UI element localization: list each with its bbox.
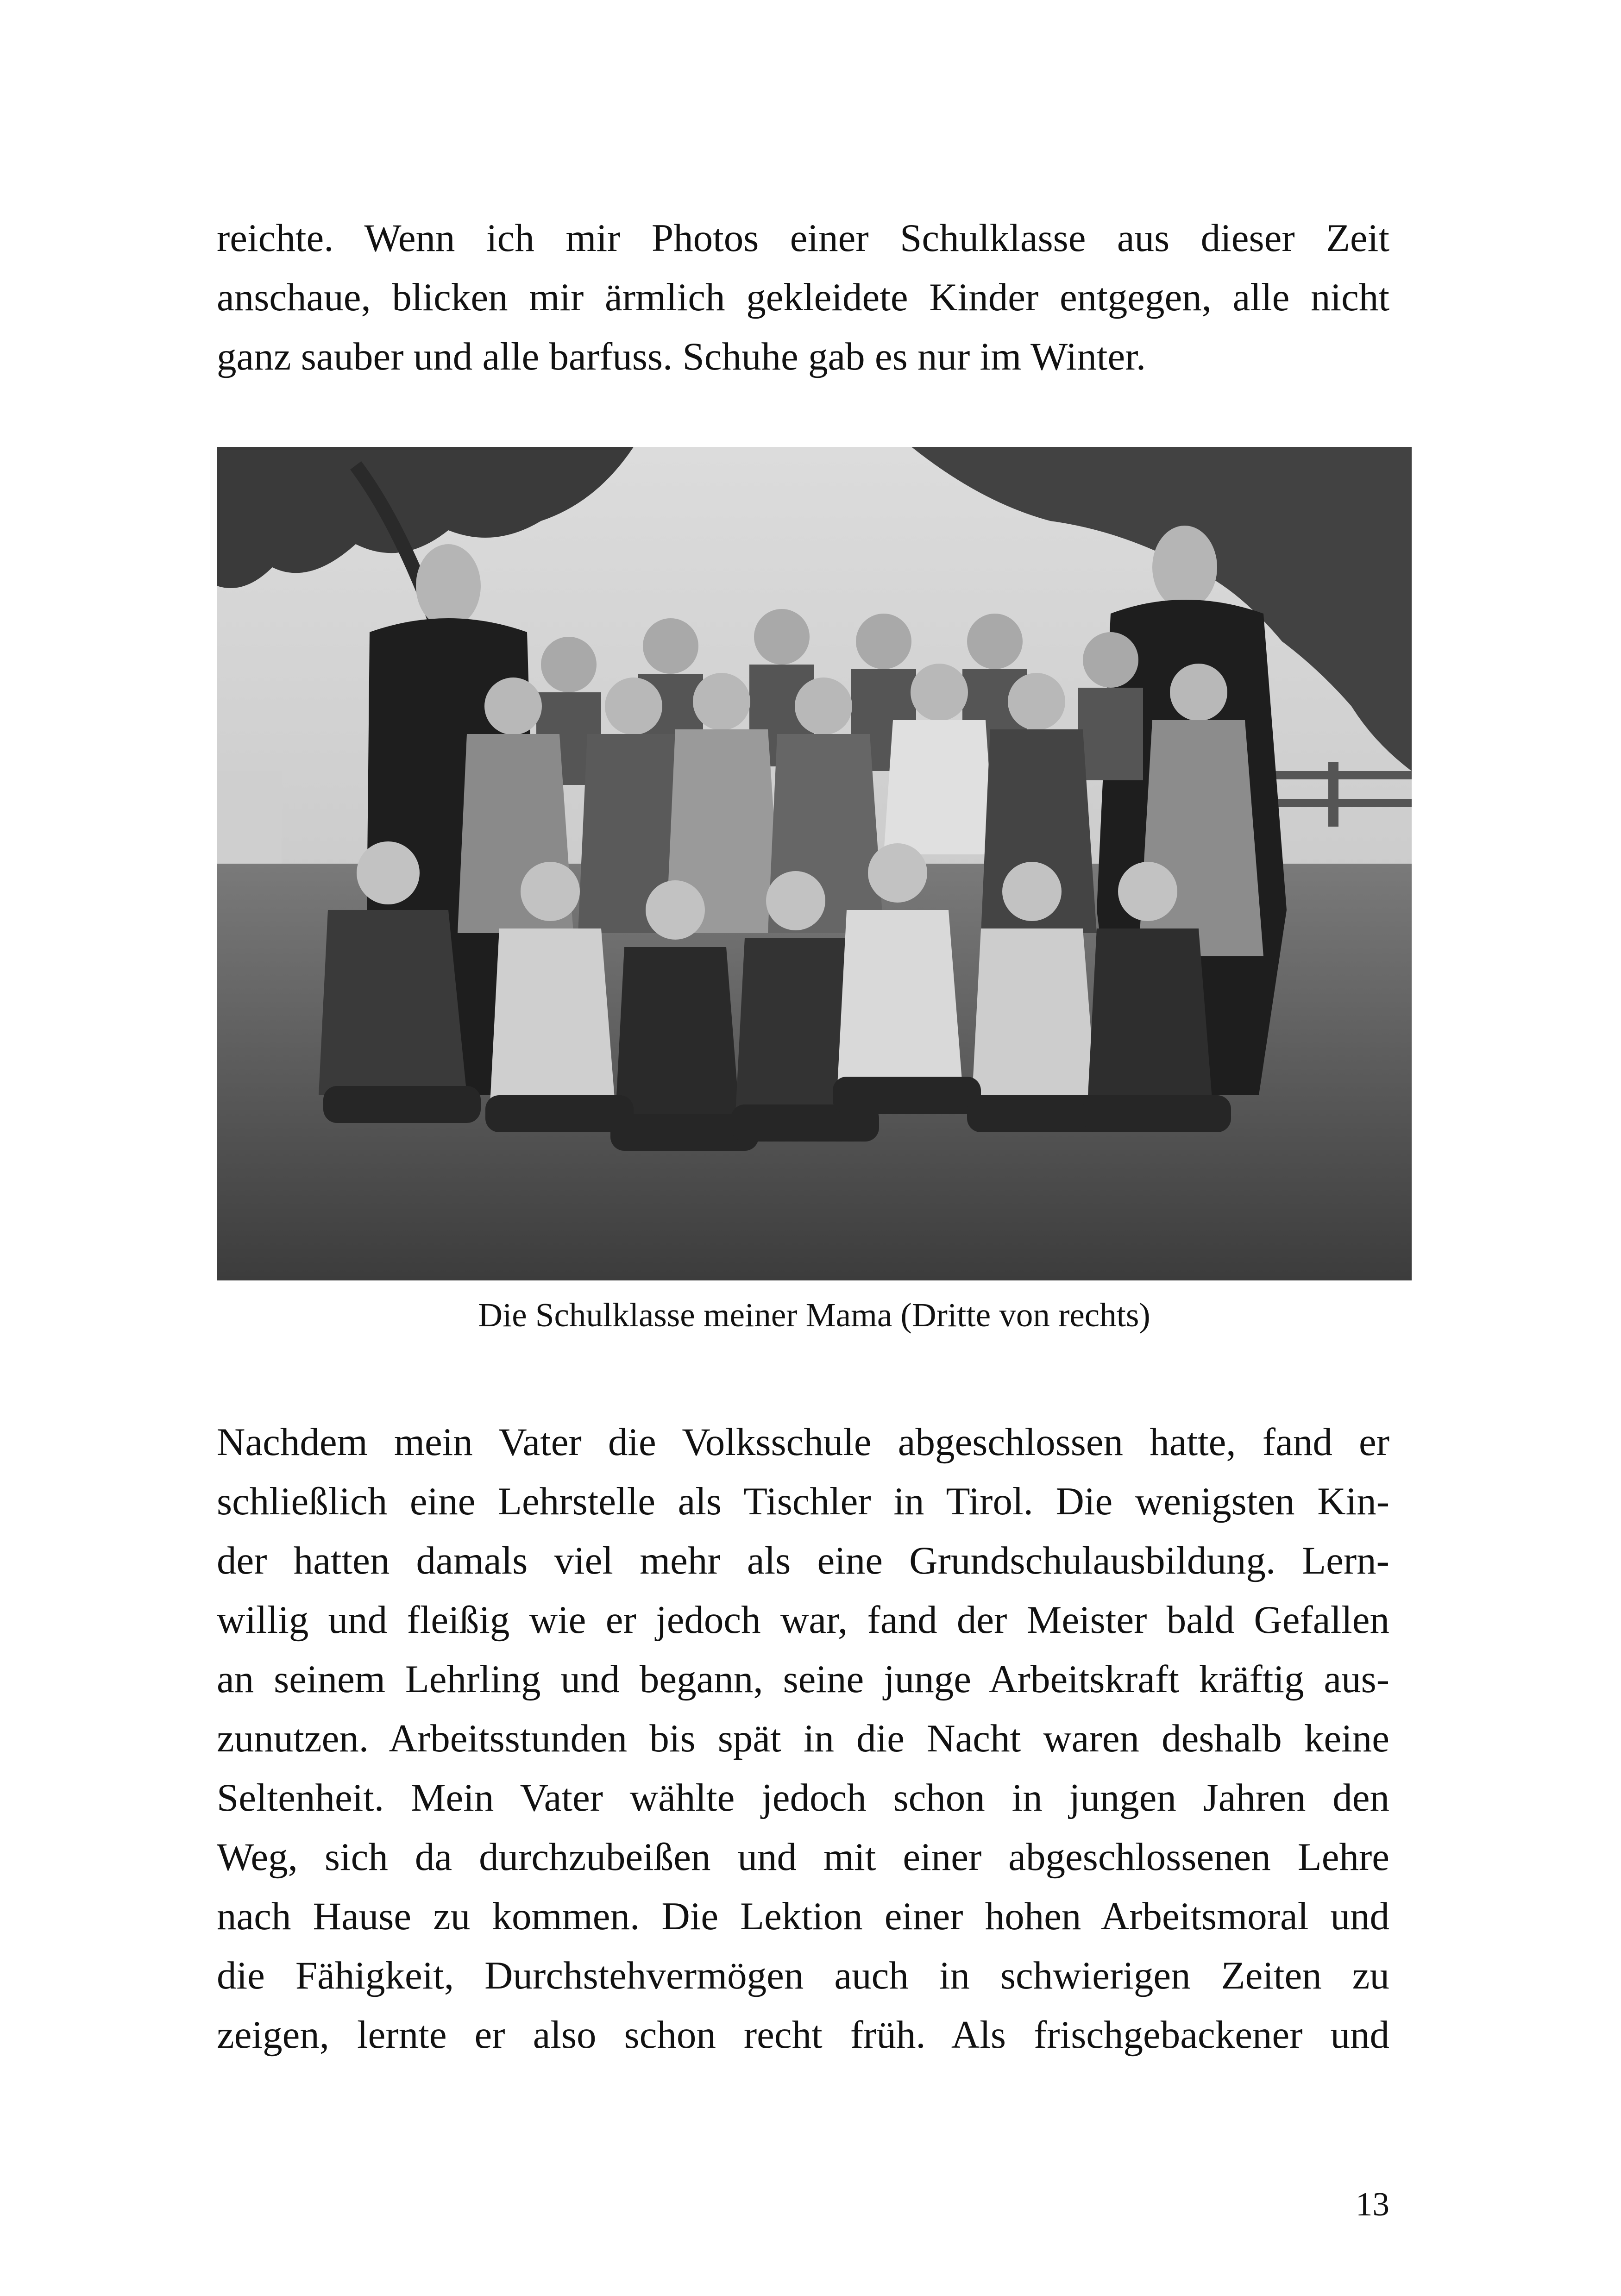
paragraph-main — [217, 1412, 1389, 2064]
paragraph-intro — [217, 208, 1389, 386]
text-line: die Fähigkeit, Durchstehvermögen auch in schwierigen Zeiten zu — [217, 1954, 1389, 1997]
text-line: ganz sauber und alle barfuss. Schuhe gab es nur im Winter. — [217, 335, 1146, 378]
text-line: Seltenheit. Mein Vater wählte jedoch schon in jungen Jahren den — [217, 1776, 1389, 1819]
text-line: anschaue, blicken mir ärmlich gekleidete Kinder entgegen, alle nicht — [217, 276, 1389, 319]
photo-caption: Die Schulklasse meiner Mama (Dritte von rechts) — [478, 1296, 1150, 1334]
text-line: schließlich eine Lehrstelle als Tischler in Tirol. Die wenigsten Kin- — [217, 1480, 1389, 1523]
text-line: Weg, sich da durchzubeißen und mit einer abgeschlossenen Lehre — [217, 1835, 1389, 1879]
text-line: zeigen, lernte er also schon recht früh. Als frischgebackener und — [217, 2013, 1389, 2057]
text-line: nach Hause zu kommen. Die Lektion einer hohen Arbeitsmoral und — [217, 1895, 1389, 1938]
school-class-photo — [217, 447, 1412, 1280]
page-number: 13 — [1356, 2185, 1389, 2223]
text-line: Nachdem mein Vater die Volksschule abgeschlossen hatte, fand er — [217, 1420, 1389, 1464]
text-line: reichte. Wenn ich mir Photos einer Schulklasse aus dieser Zeit — [217, 216, 1389, 260]
text-line: zunutzen. Arbeitsstunden bis spät in die Nacht waren deshalb keine — [217, 1717, 1389, 1760]
text-line: willig und fleißig wie er jedoch war, fand der Meister bald Gefallen — [217, 1598, 1389, 1642]
text-line: der hatten damals viel mehr als eine Grundschulausbildung. Lern- — [217, 1539, 1389, 1582]
text-line: an seinem Lehrling und begann, seine junge Arbeitskraft kräftig aus- — [217, 1657, 1389, 1701]
